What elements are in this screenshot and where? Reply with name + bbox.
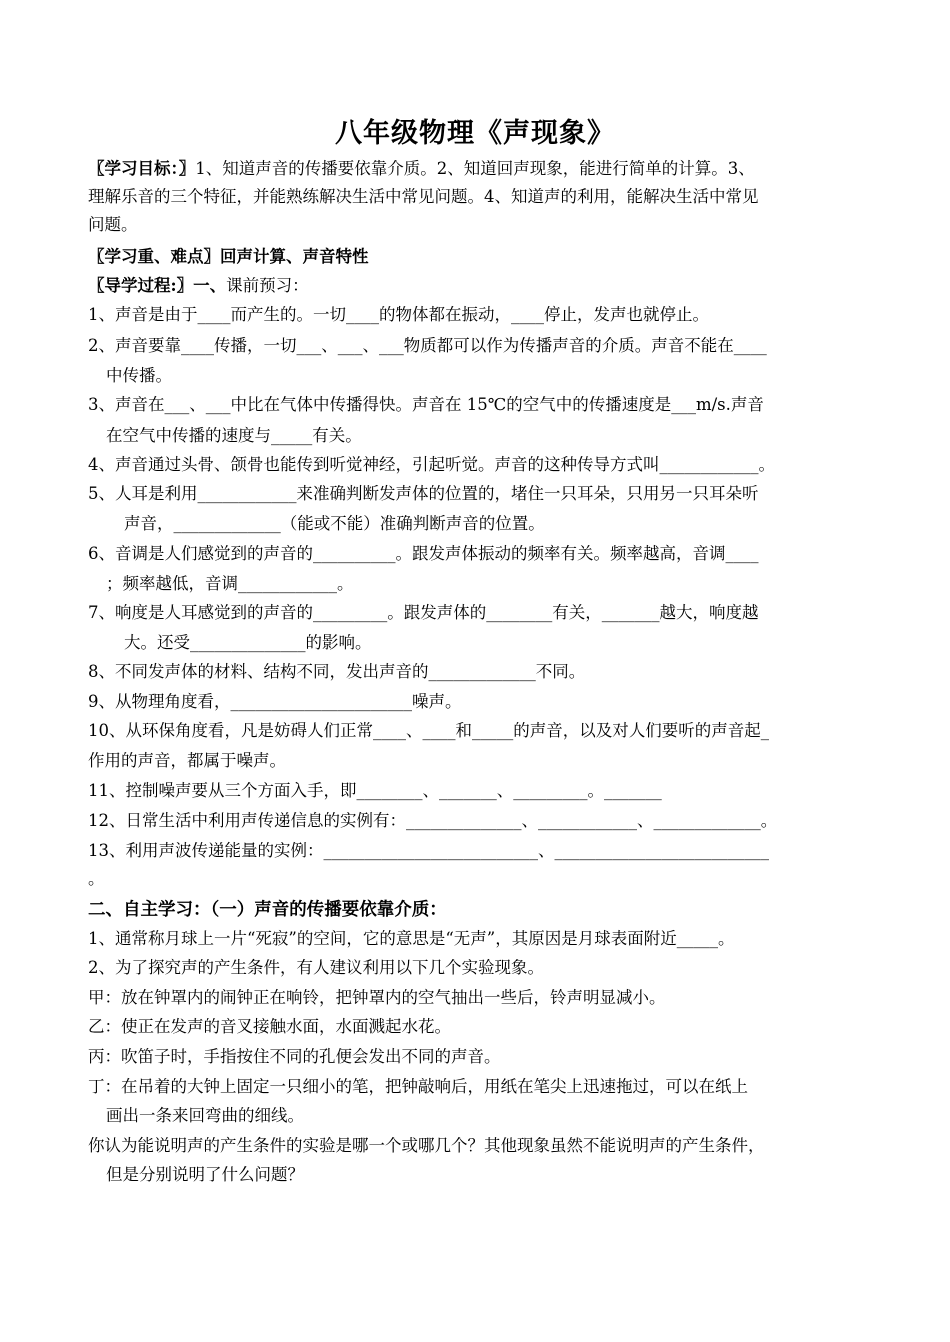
preview-q2-cont: 中传播。 [106, 366, 172, 385]
self-study-q1: 1、通常称月球上一片“死寂”的空间，它的意思是“无声”，其原因是月球表面附近_____。 [88, 929, 735, 948]
preview-q1: 1、声音是由于____而产生的。一切____的物体都在振动，____停止，发声也就停止。 [88, 305, 709, 324]
process-line [88, 274, 309, 298]
objectives-line-2: 理解乐音的三个特征，并能熟练解决生活中常见问题。4、知道声的利用，能解决生活中常见 [88, 187, 759, 206]
experiment-yi: 乙：使正在发声的音叉接触水面，水面溅起水花。 [88, 1017, 451, 1036]
preview-q10-cont: 作用的声音，都属于噪声。 [88, 751, 286, 770]
preview-q7: 7、响度是人耳感觉到的声音的_________。跟发声体的________有关，_______越大，响度越 [88, 603, 759, 622]
preview-q3: 3、声音在___、___中比在气体中传播得快。声音在 15℃的空气中的传播速度是___m/s.声音 [88, 395, 764, 414]
preview-q3-cont: 在空气中传播的速度与_____有关。 [106, 426, 362, 445]
process-label: 〖导学过程:〗一、 [88, 276, 227, 295]
objectives-line-1 [88, 157, 755, 181]
experiment-ding: 丁：在吊着的大钟上固定一只细小的笔，把钟敲响后，用纸在笔尖上迅速拖过，可以在纸上 [88, 1077, 748, 1096]
preview-q10: 10、从环保角度看，凡是妨碍人们正常____、____和_____的声音，以及对人们要听的声音起_ [88, 721, 769, 740]
preview-q11: 11、控制噪声要从三个方面入手，即________、_______、_________。_______ [88, 781, 662, 800]
experiment-jia: 甲：放在钟罩内的闹钟正在响铃，把钟罩内的空气抽出一些后，铃声明显减小。 [88, 988, 666, 1007]
page-title: 八年级物理《声现象》 [335, 118, 615, 149]
question-which: 你认为能说明声的产生条件的实验是哪一个或哪几个？其他现象虽然不能说明声的产生条件， [88, 1136, 765, 1155]
question-which-cont: 但是分别说明了什么问题？ [106, 1165, 304, 1184]
preview-q4: 4、声音通过头骨、颌骨也能传到听觉神经，引起听觉。声音的这种传导方式叫____________。 [88, 455, 775, 474]
preview-q8: 8、不同发声体的材料、结构不同，发出声音的_____________不同。 [88, 662, 586, 681]
objectives-line-3: 问题。 [88, 215, 138, 234]
preview-q9: 9、从物理角度看，______________________噪声。 [88, 692, 462, 711]
self-study-q2: 2、为了探究声的产生条件，有人建议利用以下几个实验现象。 [88, 958, 544, 977]
preview-q13: 13、利用声波传递能量的实例：__________________________、__________________________ [88, 841, 769, 860]
process-text: 课前预习： [226, 276, 309, 295]
experiment-bing: 丙：吹笛子时，手指按住不同的孔便会发出不同的声音。 [88, 1047, 501, 1066]
preview-q6: 6、音调是人们感觉到的声音的__________。跟发声体振动的频率有关。频率越高，音调____ [88, 544, 759, 563]
preview-q5-cont: 声音，_____________（能或不能）准确判断声音的位置。 [124, 514, 545, 533]
preview-q2: 2、声音要靠____传播，一切___、___、___物质都可以作为传播声音的介质。声音不能在____ [88, 336, 767, 355]
preview-q12: 12、日常生活中利用声传递信息的实例有：______________、____________、_____________。 [88, 811, 778, 830]
experiment-ding-cont: 画出一条来回弯曲的细线。 [106, 1106, 304, 1125]
preview-q13-cont: 。 [88, 869, 105, 888]
preview-q5: 5、人耳是利用____________来准确判断发声体的位置的，堵住一只耳朵，只用另一只耳朵听 [88, 484, 759, 503]
preview-q6-cont: ；频率越低，音调____________。 [106, 574, 354, 593]
objectives-text-1: 1、知道声音的传播要依靠介质。2、知道回声现象，能进行简单的计算。3、 [195, 159, 755, 178]
preview-q7-cont: 大。还受______________的影响。 [124, 633, 372, 652]
keypoints-line: 〖学习重、难点〗回声计算、声音特性 [88, 247, 369, 266]
section-2-heading: 二、自主学习：（一）声音的传播要依靠介质： [88, 900, 447, 920]
objectives-label: 〖学习目标：〗 [88, 159, 196, 178]
